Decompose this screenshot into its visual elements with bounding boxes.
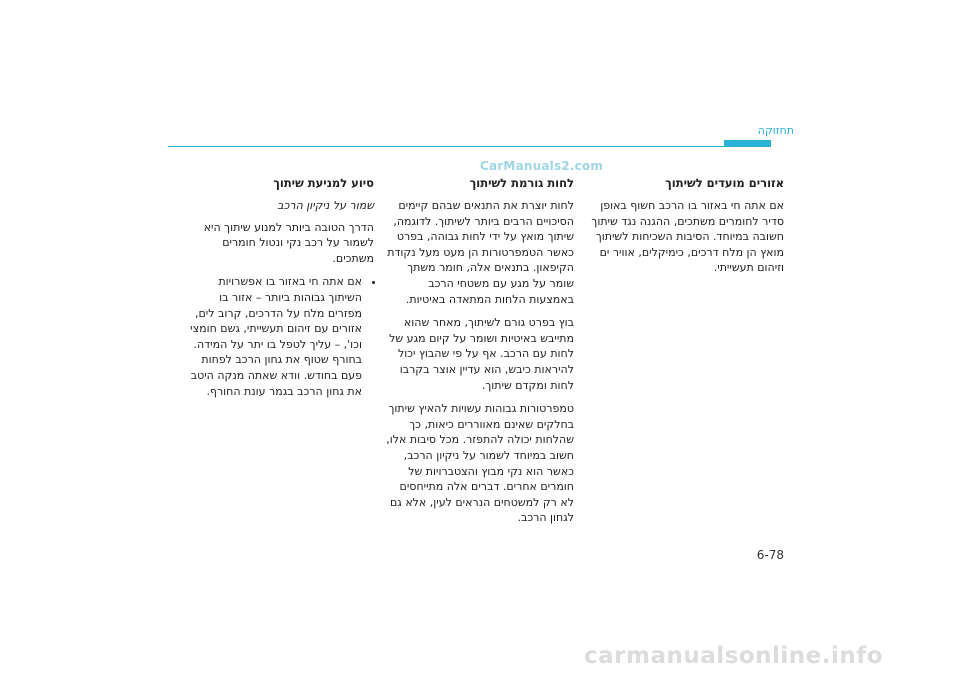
paragraph: טמפרטורות גבוהות עשויות להאיץ שיתוך בחלקים שאינם מאווררים כיאות, כך שהלחות יכולה להתפזר. מכל סיבות אלו, חשוב במיוחד לשמור על ניקיון הרכב, כאשר הוא נקי מבוץ והצטברויות של חומרים אחרים. דברים אלה מתייחסים לא רק למשטחים הנראים לעין, אלא גם לגחון הרכב.	[386, 402, 574, 525]
bullet-item: • אם אתה חי באזור בו אפשרויות השיתוך גבוהות ביותר – אזור בו מפזרים מלח על הדרכים, קרוב לים, אזורים עם זיהום תעשייתי, גשם חומצי וכו', – עליך לטפל בו יתר על המידה. בחורף שטוף את גחון הרכב לפחות פעם בחודש. וודא שאתה מנקה היטב את גחון הרכב בגמר עונת החורף.	[188, 274, 362, 399]
column-corrosion-areas	[584, 175, 784, 284]
section-label: תחזוקה	[757, 124, 794, 137]
paragraph: בוץ בפרט גורם לשיתוך, מאחר שהוא מתייבש באיטיות ושומר על קיום מגע של לחות עם הרכב. אף על פי שהבוץ יכול להיראות כיבש, הוא עדיין אוצר בקרבו לחות ומקדם שיתוך.	[389, 316, 574, 392]
column-moisture	[386, 175, 574, 534]
paragraph: לחות יוצרת את התנאים שבהם קיימים הסיכויים הרבים ביותר לשיתוך. לדוגמה, שיתוך מואץ על ידי לחות גבוהה, בפרט כאשר הטמפרטורות הן מעט מעל נקודת הקיפאון. בתנאים אלה, חומר משתך שומר על מגע עם משטחי הרכב באמצעות הלחות המתאדה באיטיות.	[387, 199, 574, 306]
header-rule	[168, 146, 724, 147]
page-number: 6-78	[756, 548, 784, 562]
column-prevention	[188, 175, 374, 399]
heading-corrosion-areas: אזורים מועדים לשיתוך	[665, 176, 784, 190]
heading-prevention: סיוע למניעת שיתוך	[273, 176, 374, 190]
paragraph: אם אתה חי באזור בו הרכב חשוף באופן סדיר לחומרים משתכים, ההגנה נגד שיתוך חשובה במיוחד. הסיבות השכיחות לשיתוך מואץ הן מלח דרכים, כימיקלים, אוויר ים וזיהום תעשייתי.	[591, 199, 784, 275]
subheading-keep-clean: שמור על ניקיון הרכב	[277, 199, 374, 212]
bullet-list	[188, 274, 374, 399]
watermark-bottom[interactable]: carmanualsonline.info	[584, 643, 884, 669]
watermark-top[interactable]: CarManuals2.com	[480, 159, 604, 173]
header-accent-bar	[724, 140, 771, 147]
paragraph: הדרך הטובה ביותר למנוע שיתוך היא לשמור על רכב נקי ונטול חומרים משתכים.	[203, 220, 374, 265]
heading-moisture: לחות גורמת לשיתוך	[469, 176, 574, 190]
